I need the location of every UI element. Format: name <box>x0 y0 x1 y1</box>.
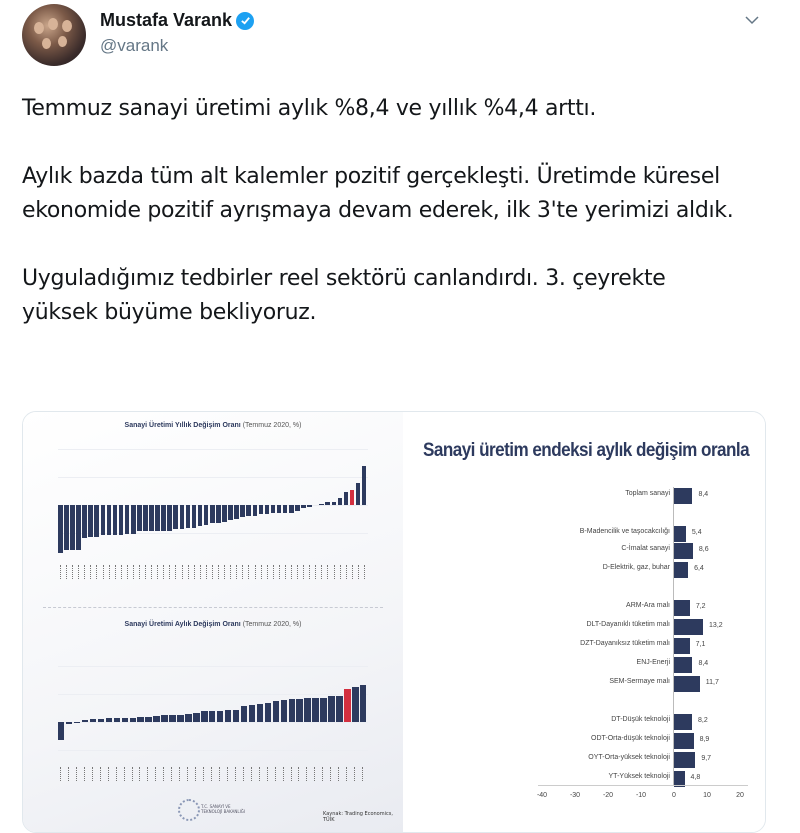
chart-bar <box>217 711 223 722</box>
bar <box>674 676 700 692</box>
x-label <box>203 767 205 781</box>
x-label <box>242 565 244 579</box>
chart-bar <box>119 505 124 535</box>
x-label <box>259 767 261 781</box>
bar-label: OYT-Orta-yüksek teknoloji <box>588 754 670 761</box>
chart-bar <box>161 505 166 531</box>
bar-value: 7,1 <box>695 641 706 648</box>
chart-bar <box>201 711 207 722</box>
chart-bar <box>137 505 142 531</box>
x-label <box>291 565 293 579</box>
x-label <box>230 565 232 579</box>
x-label <box>358 565 360 579</box>
x-label <box>133 565 135 579</box>
x-label <box>116 767 118 781</box>
chart-bar <box>304 698 310 722</box>
bar-row <box>403 600 765 616</box>
x-label <box>314 767 316 781</box>
chart-bar <box>273 701 279 722</box>
chart-bar <box>319 504 324 506</box>
bar-label: B-Madencilik ve taşocakcılığı <box>579 528 670 535</box>
x-label <box>194 565 196 579</box>
x-label <box>155 767 157 781</box>
chart-bar <box>153 716 159 722</box>
chart-bar <box>180 505 185 529</box>
chart-bar <box>98 719 104 722</box>
chart-bar <box>143 505 148 531</box>
x-label <box>76 767 78 781</box>
x-label <box>251 767 253 781</box>
x-label <box>84 565 86 579</box>
bar-label: ENJ-Enerji <box>636 659 670 666</box>
bar-value: 11,7 <box>705 679 719 686</box>
x-label <box>248 565 250 579</box>
x-label <box>92 767 94 781</box>
x-label <box>279 565 281 579</box>
bar-row <box>403 657 765 673</box>
tweet-paragraph: Aylık bazda tüm alt kalemler pozitif gerçekleşti. Üretimde küresel ekonomide pozitif ayrışmaya devam ederek, ilk 3'te yerimizi aldık. <box>22 164 734 223</box>
chart-bar <box>76 505 81 550</box>
x-label <box>206 565 208 579</box>
bar-label: SEM-Sermaye malı <box>609 678 670 685</box>
chart-bar <box>289 505 294 513</box>
bar <box>674 733 694 749</box>
x-label <box>285 565 287 579</box>
tweet-text <box>22 92 782 330</box>
chart-bar <box>66 722 72 724</box>
x-label <box>84 767 86 781</box>
x-tick: 10 <box>703 792 711 799</box>
x-label <box>283 767 285 781</box>
x-label <box>103 565 105 579</box>
x-label <box>66 565 68 579</box>
x-label <box>236 565 238 579</box>
x-label <box>273 565 275 579</box>
bar-label: DT-Düşük teknoloji <box>611 716 670 723</box>
chart-bar <box>58 505 63 553</box>
chart-bar <box>90 719 96 722</box>
chart-bar <box>336 696 342 722</box>
bar-label: DZT-Dayanıksız tüketim malı <box>580 640 670 647</box>
bar-row <box>403 733 765 749</box>
bar-row <box>403 488 765 504</box>
chart-bar <box>222 505 227 522</box>
x-label <box>195 767 197 781</box>
x-label <box>321 565 323 579</box>
chart-bar <box>210 505 215 523</box>
chart-bar <box>177 715 183 722</box>
x-label <box>179 767 181 781</box>
x-label <box>334 565 336 579</box>
x-label <box>315 565 317 579</box>
x-label <box>352 565 354 579</box>
bar-value: 7,2 <box>695 603 706 610</box>
bar-row <box>403 638 765 654</box>
chart-bar <box>301 505 306 508</box>
x-label <box>139 767 141 781</box>
author-handle[interactable]: @varank <box>100 36 169 55</box>
gridline <box>58 750 368 751</box>
bar <box>674 638 690 654</box>
yearly-change-chart <box>58 437 368 572</box>
chart-bar <box>328 696 334 722</box>
chart-bar <box>130 718 136 722</box>
chart-bar <box>169 715 175 722</box>
chart-bar <box>114 718 120 722</box>
gridline <box>58 694 368 695</box>
bar-value: 8,9 <box>699 736 710 743</box>
x-label <box>261 565 263 579</box>
x-label <box>188 565 190 579</box>
chart-bar <box>155 505 160 531</box>
chart-bar <box>198 505 203 526</box>
chart-bar <box>225 710 231 722</box>
chart-bar <box>113 505 118 535</box>
chart-bar <box>296 699 302 722</box>
chart-bar <box>344 689 350 722</box>
x-label <box>243 767 245 781</box>
chart-bar <box>257 704 263 722</box>
bar-value: 8,6 <box>698 546 709 553</box>
x-label <box>346 767 348 781</box>
gridline <box>58 666 368 667</box>
bar-row <box>403 676 765 692</box>
x-label <box>218 565 220 579</box>
x-tick: -30 <box>569 792 581 799</box>
chart-bar <box>88 505 93 537</box>
chart-bar <box>101 505 106 535</box>
bar-label: YT-Yüksek teknoloji <box>608 773 670 780</box>
bar <box>674 543 693 559</box>
chart-bar <box>94 505 99 537</box>
chart-bar <box>145 717 151 722</box>
x-label <box>175 565 177 579</box>
chart-bar <box>234 505 239 519</box>
x-label <box>163 767 165 781</box>
chart1-title: Sanayi Üretimi Yıllık Değişim Oranı (Temmuz 2020, %) <box>124 422 302 429</box>
x-label <box>200 565 202 579</box>
author-name[interactable] <box>100 10 254 31</box>
bar <box>674 562 688 578</box>
bar-row <box>403 562 765 578</box>
right-chart-title: Sanayi üretim endeksi aylık değişim oranla <box>423 440 750 461</box>
x-label <box>145 565 147 579</box>
x-tick: -20 <box>602 792 614 799</box>
x-tick: 20 <box>736 792 744 799</box>
x-tick: 0 <box>672 792 676 799</box>
chart-bar <box>271 505 276 513</box>
chart-bar <box>192 505 197 528</box>
chart-bar <box>344 492 349 505</box>
x-label <box>255 565 257 579</box>
bar-value: 8,4 <box>698 660 709 667</box>
x-label <box>115 565 117 579</box>
chart-bar <box>216 505 221 523</box>
x-label <box>96 565 98 579</box>
x-label <box>219 767 221 781</box>
x-label <box>127 565 129 579</box>
chart2-title: Sanayi Üretimi Aylık Değişim Oranı (Temmuz 2020, %) <box>124 621 302 628</box>
bar-value: 9,7 <box>701 755 712 762</box>
x-label <box>151 565 153 579</box>
chart-bar <box>228 505 233 520</box>
chart-bar <box>360 685 366 722</box>
x-label <box>157 565 159 579</box>
chart-bar <box>241 706 247 722</box>
x-label <box>121 565 123 579</box>
chart-bar <box>338 498 343 506</box>
bar-label: DLT-Dayanıklı tüketim malı <box>586 621 670 628</box>
chart-bar <box>82 720 88 722</box>
x-label <box>78 565 80 579</box>
chart-bar <box>307 505 312 507</box>
chart-bar <box>312 698 318 722</box>
x-label <box>60 565 62 579</box>
x-label <box>132 767 134 781</box>
chart-bar <box>82 505 87 538</box>
x-label <box>267 565 269 579</box>
gridline <box>58 477 368 478</box>
tweet-paragraph: Uyguladığımız tedbirler reel sektörü canlandırdı. 3. çeyrekte yüksek büyüme bekliyoruz. <box>22 266 666 325</box>
chevron-down-icon[interactable] <box>745 10 759 29</box>
chart-bar <box>253 505 258 516</box>
x-tick: -10 <box>635 792 647 799</box>
chart-bar <box>70 505 75 550</box>
avatar[interactable] <box>22 4 86 66</box>
chart-bar <box>356 483 361 506</box>
bar-value: 13,2 <box>709 622 723 629</box>
x-label <box>224 565 226 579</box>
source-text: Kaynak: Trading Economics, TÜİK <box>323 811 393 823</box>
x-label <box>211 767 213 781</box>
chart-bar <box>106 718 112 722</box>
x-label <box>147 767 149 781</box>
chart-bar <box>240 505 245 517</box>
x-label <box>306 767 308 781</box>
bar-value: 8,2 <box>698 717 708 724</box>
x-label <box>60 767 62 781</box>
x-label <box>327 565 329 579</box>
chart-bar <box>173 505 178 529</box>
x-label <box>187 767 189 781</box>
x-axis <box>538 785 748 786</box>
x-label <box>330 767 332 781</box>
chart-bar <box>265 703 271 723</box>
x-label <box>340 565 342 579</box>
x-label <box>212 565 214 579</box>
chart-bar <box>58 722 64 740</box>
chart-bar <box>209 711 215 722</box>
x-label <box>275 767 277 781</box>
x-label <box>346 565 348 579</box>
chart-bar <box>283 505 288 513</box>
chart-bar <box>122 718 128 722</box>
x-label <box>291 767 293 781</box>
bar-row <box>403 619 765 635</box>
x-label <box>109 565 111 579</box>
chart-bar <box>246 505 251 516</box>
chart-bar <box>131 505 136 534</box>
chart-bar <box>295 505 300 511</box>
gridline <box>58 722 368 723</box>
x-label <box>100 767 102 781</box>
x-label <box>163 565 165 579</box>
chart-bar <box>167 505 172 531</box>
author-name-text[interactable]: Mustafa Varank <box>100 10 233 30</box>
x-label <box>72 565 74 579</box>
bar-label: ODT-Orta-düşük teknoloji <box>591 735 670 742</box>
chart-bar <box>362 466 367 505</box>
bar-row <box>403 714 765 730</box>
bar <box>674 600 690 616</box>
x-label <box>322 767 324 781</box>
x-label <box>364 565 366 579</box>
chart-bar <box>74 722 80 723</box>
chart-bar <box>259 505 264 514</box>
chart-bar <box>149 505 154 531</box>
x-label <box>298 767 300 781</box>
chart-bar <box>281 700 287 722</box>
chart-bar <box>249 705 255 722</box>
chart-bar <box>265 505 270 514</box>
x-label <box>338 767 340 781</box>
chart-bar <box>289 699 295 722</box>
x-label <box>90 565 92 579</box>
chart-bar <box>193 713 199 722</box>
tweet-media[interactable] <box>22 411 766 833</box>
chart-bar <box>185 714 191 722</box>
bar-label: Toplam sanayi <box>625 490 670 497</box>
bar-row <box>403 752 765 768</box>
tweet-paragraph: Temmuz sanayi üretimi aylık %8,4 ve yıllık %4,4 arttı. <box>22 96 597 121</box>
chart-bar <box>332 502 337 505</box>
x-label <box>139 565 141 579</box>
x-tick: -40 <box>536 792 548 799</box>
bar <box>674 526 686 542</box>
bar-row <box>403 543 765 559</box>
x-label <box>182 565 184 579</box>
x-label <box>267 767 269 781</box>
bar-row <box>403 526 765 542</box>
x-label <box>309 565 311 579</box>
bar-value: 4,8 <box>690 774 701 781</box>
media-image-left[interactable] <box>23 412 403 832</box>
bar-value: 8,4 <box>698 491 709 498</box>
bar <box>674 657 692 673</box>
x-label <box>362 767 364 781</box>
monthly-change-chart <box>58 637 368 782</box>
bar <box>674 752 695 768</box>
chart-bar <box>186 505 191 528</box>
x-label <box>171 767 173 781</box>
chart-bar <box>137 717 143 722</box>
bar-label: C-İmalat sanayi <box>621 545 670 552</box>
bar <box>674 714 692 730</box>
chart-bar <box>233 710 239 722</box>
chart-bar <box>161 715 167 722</box>
chart-bar <box>352 687 358 722</box>
chart-bar <box>125 505 130 534</box>
bar <box>674 619 703 635</box>
chart-bar <box>320 698 326 722</box>
x-label <box>68 767 70 781</box>
x-label <box>297 565 299 579</box>
gridline <box>58 449 368 450</box>
divider <box>43 607 383 608</box>
chart-bar <box>64 505 69 550</box>
chart-bar <box>204 505 209 525</box>
x-label <box>303 565 305 579</box>
x-label <box>354 767 356 781</box>
chart-bar <box>325 502 330 505</box>
x-label <box>108 767 110 781</box>
bar-value: 6,4 <box>694 565 704 572</box>
bar-value: 5,4 <box>691 529 702 536</box>
chart-bar <box>107 505 112 535</box>
chart-bar <box>277 505 282 513</box>
bar-label: ARM-Ara malı <box>626 602 670 609</box>
x-label <box>124 767 126 781</box>
chart-bar <box>350 490 355 505</box>
x-label <box>169 565 171 579</box>
bar-label: D-Elektrik, gaz, buhar <box>602 564 670 571</box>
x-label <box>227 767 229 781</box>
logo-text: T.C. SANAYİ VE TEKNOLOJİ BAKANLIĞI <box>201 804 246 814</box>
media-image-right[interactable] <box>403 412 765 832</box>
verified-badge-icon <box>236 12 254 30</box>
bar <box>674 488 692 504</box>
ministry-logo-icon <box>178 799 200 821</box>
x-label <box>235 767 237 781</box>
